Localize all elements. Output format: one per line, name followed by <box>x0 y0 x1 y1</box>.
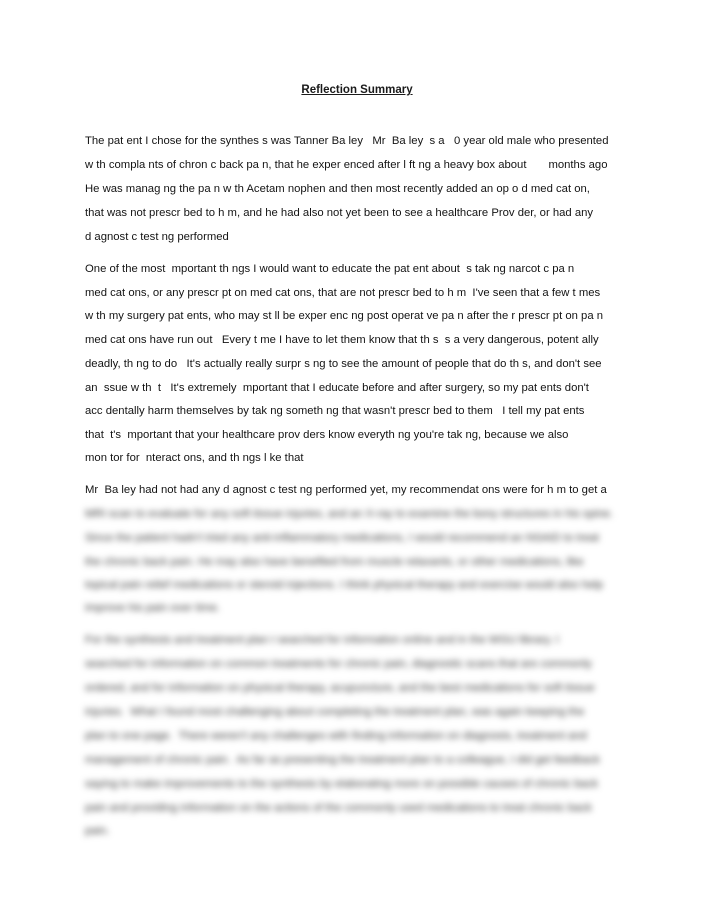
blurred-line: pain and providing information on the actions of the commonly used medications to treat chronic back <box>85 802 592 814</box>
blurred-line: pain. <box>85 825 110 837</box>
blurred-line: the chronic back pain. He may also have benefited from muscle relaxants, or other medications, like <box>85 556 584 568</box>
blurred-line: improve his pain over time. <box>85 602 220 614</box>
paragraph-line: The pat ent I chose for the synthes s was Tanner Ba ley Mr Ba ley s a 0 year old male who presented <box>85 135 609 147</box>
blurred-line: searched for information on common treatments for chronic pain, diagnostic scans that are commonly <box>85 658 592 670</box>
paragraph-line: med cat ons have run out Every t me I have to let them know that th s s a very dangerous, potent ally <box>85 334 599 346</box>
blurred-line: MRI scan to evaluate for any soft tissue injuries, and an X-ray to examine the bony structures in his spine. <box>85 508 614 520</box>
paragraph-line: w th my surgery pat ents, who may st ll be exper enc ng post operat ve pa n after the r prescr pt on pa n <box>85 310 604 322</box>
blurred-line: topical pain relief medications or steroid injections. I think physical therapy and exercise would also help <box>85 579 604 591</box>
paragraph-line: d agnost c test ng performed <box>85 231 229 243</box>
blurred-line: injuries. What I found most challenging about completing the treatment plan, was again keeping the <box>85 706 585 718</box>
paragraph-line: mon tor for nteract ons, and th ngs l ke that <box>85 452 304 464</box>
paragraph-line: deadly, th ng to do It's actually really surpr s ng to see the amount of people that do th s, and don't see <box>85 358 602 370</box>
blurred-line: For the synthesis and treatment plan I searched for information online and in the WGU library. I <box>85 634 559 646</box>
page-title: Reflection Summary <box>301 84 413 96</box>
paragraph-line: that was not prescr bed to h m, and he had also not yet been to see a healthcare Prov der, or had any <box>85 207 594 219</box>
paragraph-line: One of the most mportant th ngs I would want to educate the pat ent about s tak ng narcot c pa n <box>85 263 575 275</box>
paragraph-line: Mr Ba ley had not had any d agnost c test ng performed yet, my recommendat ons were for h m to get a <box>85 484 607 496</box>
paragraph-line: med cat ons, or any prescr pt on med cat ons, that are not prescr bed to h m I've seen that a few t mes <box>85 287 601 299</box>
paragraph-line: an ssue w th t It's extremely mportant that I educate before and after surgery, so my pat ents don't <box>85 382 589 394</box>
paragraph-line: w th compla nts of chron c back pa n, that he exper enced after l ft ng a heavy box about months ago <box>85 159 608 171</box>
paragraph-line: acc dentally harm themselves by tak ng someth ng that wasn't prescr bed to them I tell my pat ents <box>85 405 585 417</box>
blurred-line: plan to one page. There weren't any challenges with finding information on diagnosis, treatment and <box>85 730 587 742</box>
paragraph-line: that t's mportant that your healthcare prov ders know everyth ng you're tak ng, because we also <box>85 429 569 441</box>
paragraph-line: He was manag ng the pa n w th Acetam nophen and then most recently added an op o d med cat on, <box>85 183 590 195</box>
blurred-line: Since the patient hadn't tried any anti-inflammatory medications, I would recommend an NSAID to treat <box>85 532 599 544</box>
blurred-line: ordered, and for information on physical therapy, acupuncture, and the best medications for soft tissue <box>85 682 595 694</box>
blurred-line: saying to make improvements to the synthesis by elaborating more on possible causes of chronic back <box>85 778 599 790</box>
blurred-line: management of chronic pain. As far as presenting the treatment plan to a colleague, I did get feedback <box>85 754 600 766</box>
